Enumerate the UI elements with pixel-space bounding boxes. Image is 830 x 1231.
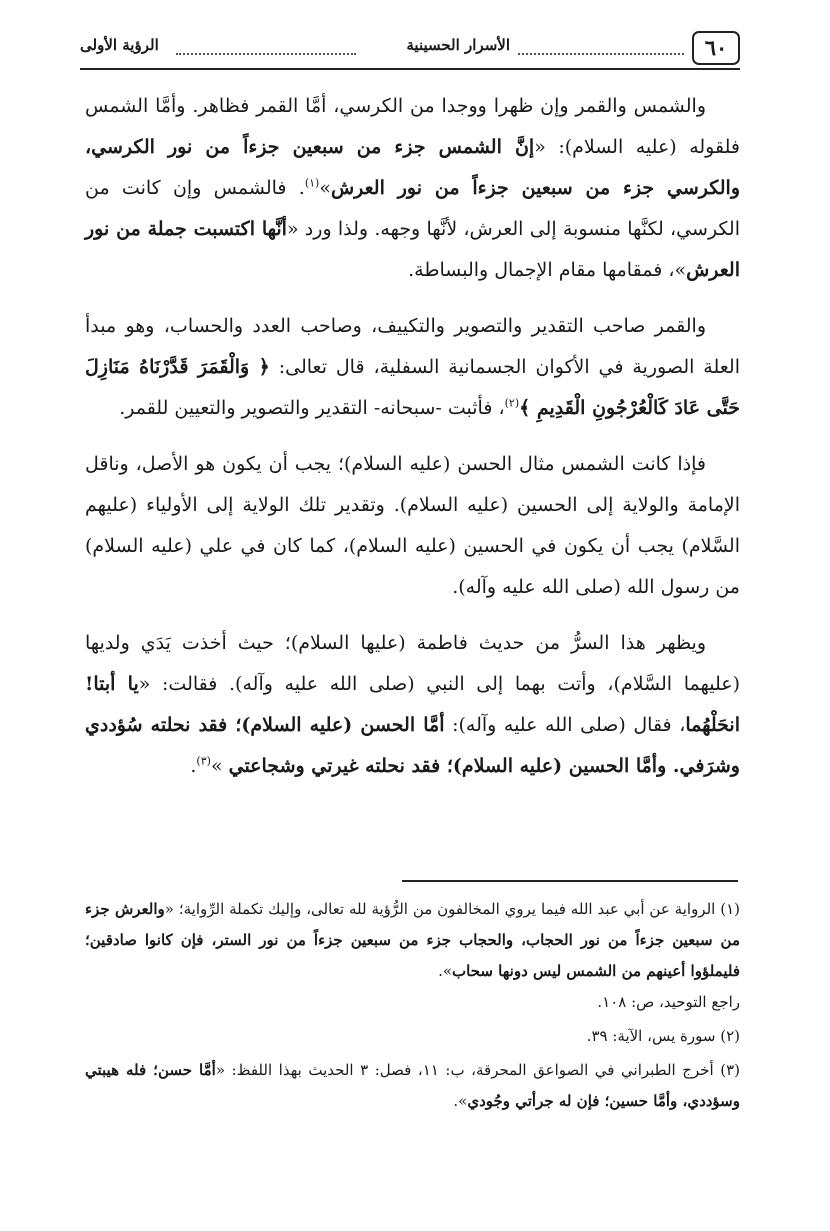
text-run: ويظهر هذا السرُّ من حديث فاطمة (عليها السلام)؛ حيث أخذت يَدَي ولديها (عليهما السَّلام)، وأتت بهما إلى النبي (صلى الله عليه وآله). فقالت: « <box>85 632 741 695</box>
text-run: ، فقال (صلى الله عليه وآله): <box>444 714 686 736</box>
footnote-ref[interactable]: (٣) <box>196 754 211 768</box>
text-run: فإذا كانت الشمس مثال الحسن (عليه السلام)؛ يجب أن يكون هو الأصل، وناقل الإمامة والولاية إلى الحسين (عليه السلام). وتقدير تلك الولاية إلى الأولياء (عليهم السَّلام) يجب أن يكون في الحسين (عليه السلام)، كما كان في علي (عليه السلام) من رسول الله (صلى الله عليه وآله). <box>85 453 740 598</box>
text-run: . <box>190 755 197 777</box>
bold-quote: إنَّ الشمس جزء من سبعين جزءاً من نور الكرسي، والكرسي جزء من سبعين جزءاً من نور العرش <box>85 136 741 199</box>
bold-quote: أنَّها اكتسبت جملة من نور العرش <box>85 218 740 281</box>
text-run: ». <box>438 962 453 980</box>
chapter-title: الرؤية الأولى <box>80 36 159 54</box>
paragraph <box>85 623 740 787</box>
bold-quote: أمَّا حسن؛ فله هيبتي وسؤددي، وأمَّا حسين؛ فإن له جرأتي وجُودي <box>85 1061 740 1110</box>
text-run: والشمس والقمر وإن ظهرا ووجدا من الكرسي، أمَّا القمر فظاهر. وأمَّا الشمس فلقوله (عليه السلام): « <box>85 95 740 158</box>
bold-quote: يا أبتا! انحَلْهُما <box>85 673 740 736</box>
text-run: . فالشمس وإن كانت من الكرسي، لكنَّها منسوبة إلى العرش، لأنَّها وجهه. ولذا ورد « <box>85 177 740 240</box>
leader-dots <box>176 39 356 55</box>
text-run: » <box>319 177 331 199</box>
footnote-rule <box>402 880 738 882</box>
header-rule <box>80 68 740 70</box>
leader-dots <box>518 39 684 55</box>
book-title: الأسرار الحسينية <box>406 36 510 54</box>
paragraph <box>85 86 740 291</box>
bold-quote: أمَّا الحسن (عليه السلام)؛ فقد نحلته سُؤددي وشرَفي. وأمَّا الحسين (عليه السلام)؛ فقد نحلته غيرتي وشجاعتي <box>85 714 740 777</box>
text-run: (٣) أخرج الطبراني في الصواعق المحرقة، ب: ١١، فصل: ٣ الحديث بهذا اللفظ: « <box>215 1061 740 1079</box>
text-run: ، فأثبت -سبحانه- التقدير والتصوير والتعيين للقمر. <box>119 397 505 419</box>
footnote-reference: راجع التوحيد، ص: ١٠٨. <box>597 993 740 1011</box>
main-text <box>85 86 740 802</box>
page-number-box: ٦٠ <box>692 31 740 65</box>
paragraph <box>85 306 740 429</box>
text-run: ». <box>453 1092 468 1110</box>
text-run: »، فمقامها مقام الإجمال والبساطة. <box>408 259 687 281</box>
footnote-ref[interactable]: (١) <box>304 176 320 190</box>
running-header <box>80 28 740 68</box>
bold-quote: والعرش جزء من سبعين جزءاً من نور الحجاب، والحجاب جزء من سبعين جزءاً من نور الستر، فإن كانوا صادقين؛ فليملؤوا أعينهم من الشمس ليس دونها سحاب <box>85 900 740 980</box>
text-run: » <box>210 755 229 777</box>
footnote-1 <box>85 894 740 1018</box>
paragraph <box>85 444 740 608</box>
footnotes <box>85 894 740 1120</box>
text-run: (٢) سورة يس، الآية: ٣٩. <box>586 1027 740 1045</box>
footnote-2 <box>85 1021 740 1052</box>
text-run: والقمر صاحب التقدير والتصوير والتكييف، وصاحب العدد والحساب، وهو مبدأ العلة الصورية في الأكوان الجسمانية السفلية، قال تعالى: <box>85 315 740 378</box>
footnote-ref[interactable]: (٢) <box>504 396 520 410</box>
text-run: (١) الرواية عن أبي عبد الله فيما يروي المخالفون من الرُّؤية لله تعالى، وإليك تكملة الرِّواية؛ « <box>164 900 740 918</box>
quran-verse: ﴿ وَالْقَمَرَ قَدَّرْنَاهُ مَنَازِلَ حَتَّى عَادَ كَالْعُرْجُونِ الْقَدِيمِ ﴾ <box>85 356 740 419</box>
footnote-3 <box>85 1055 740 1117</box>
